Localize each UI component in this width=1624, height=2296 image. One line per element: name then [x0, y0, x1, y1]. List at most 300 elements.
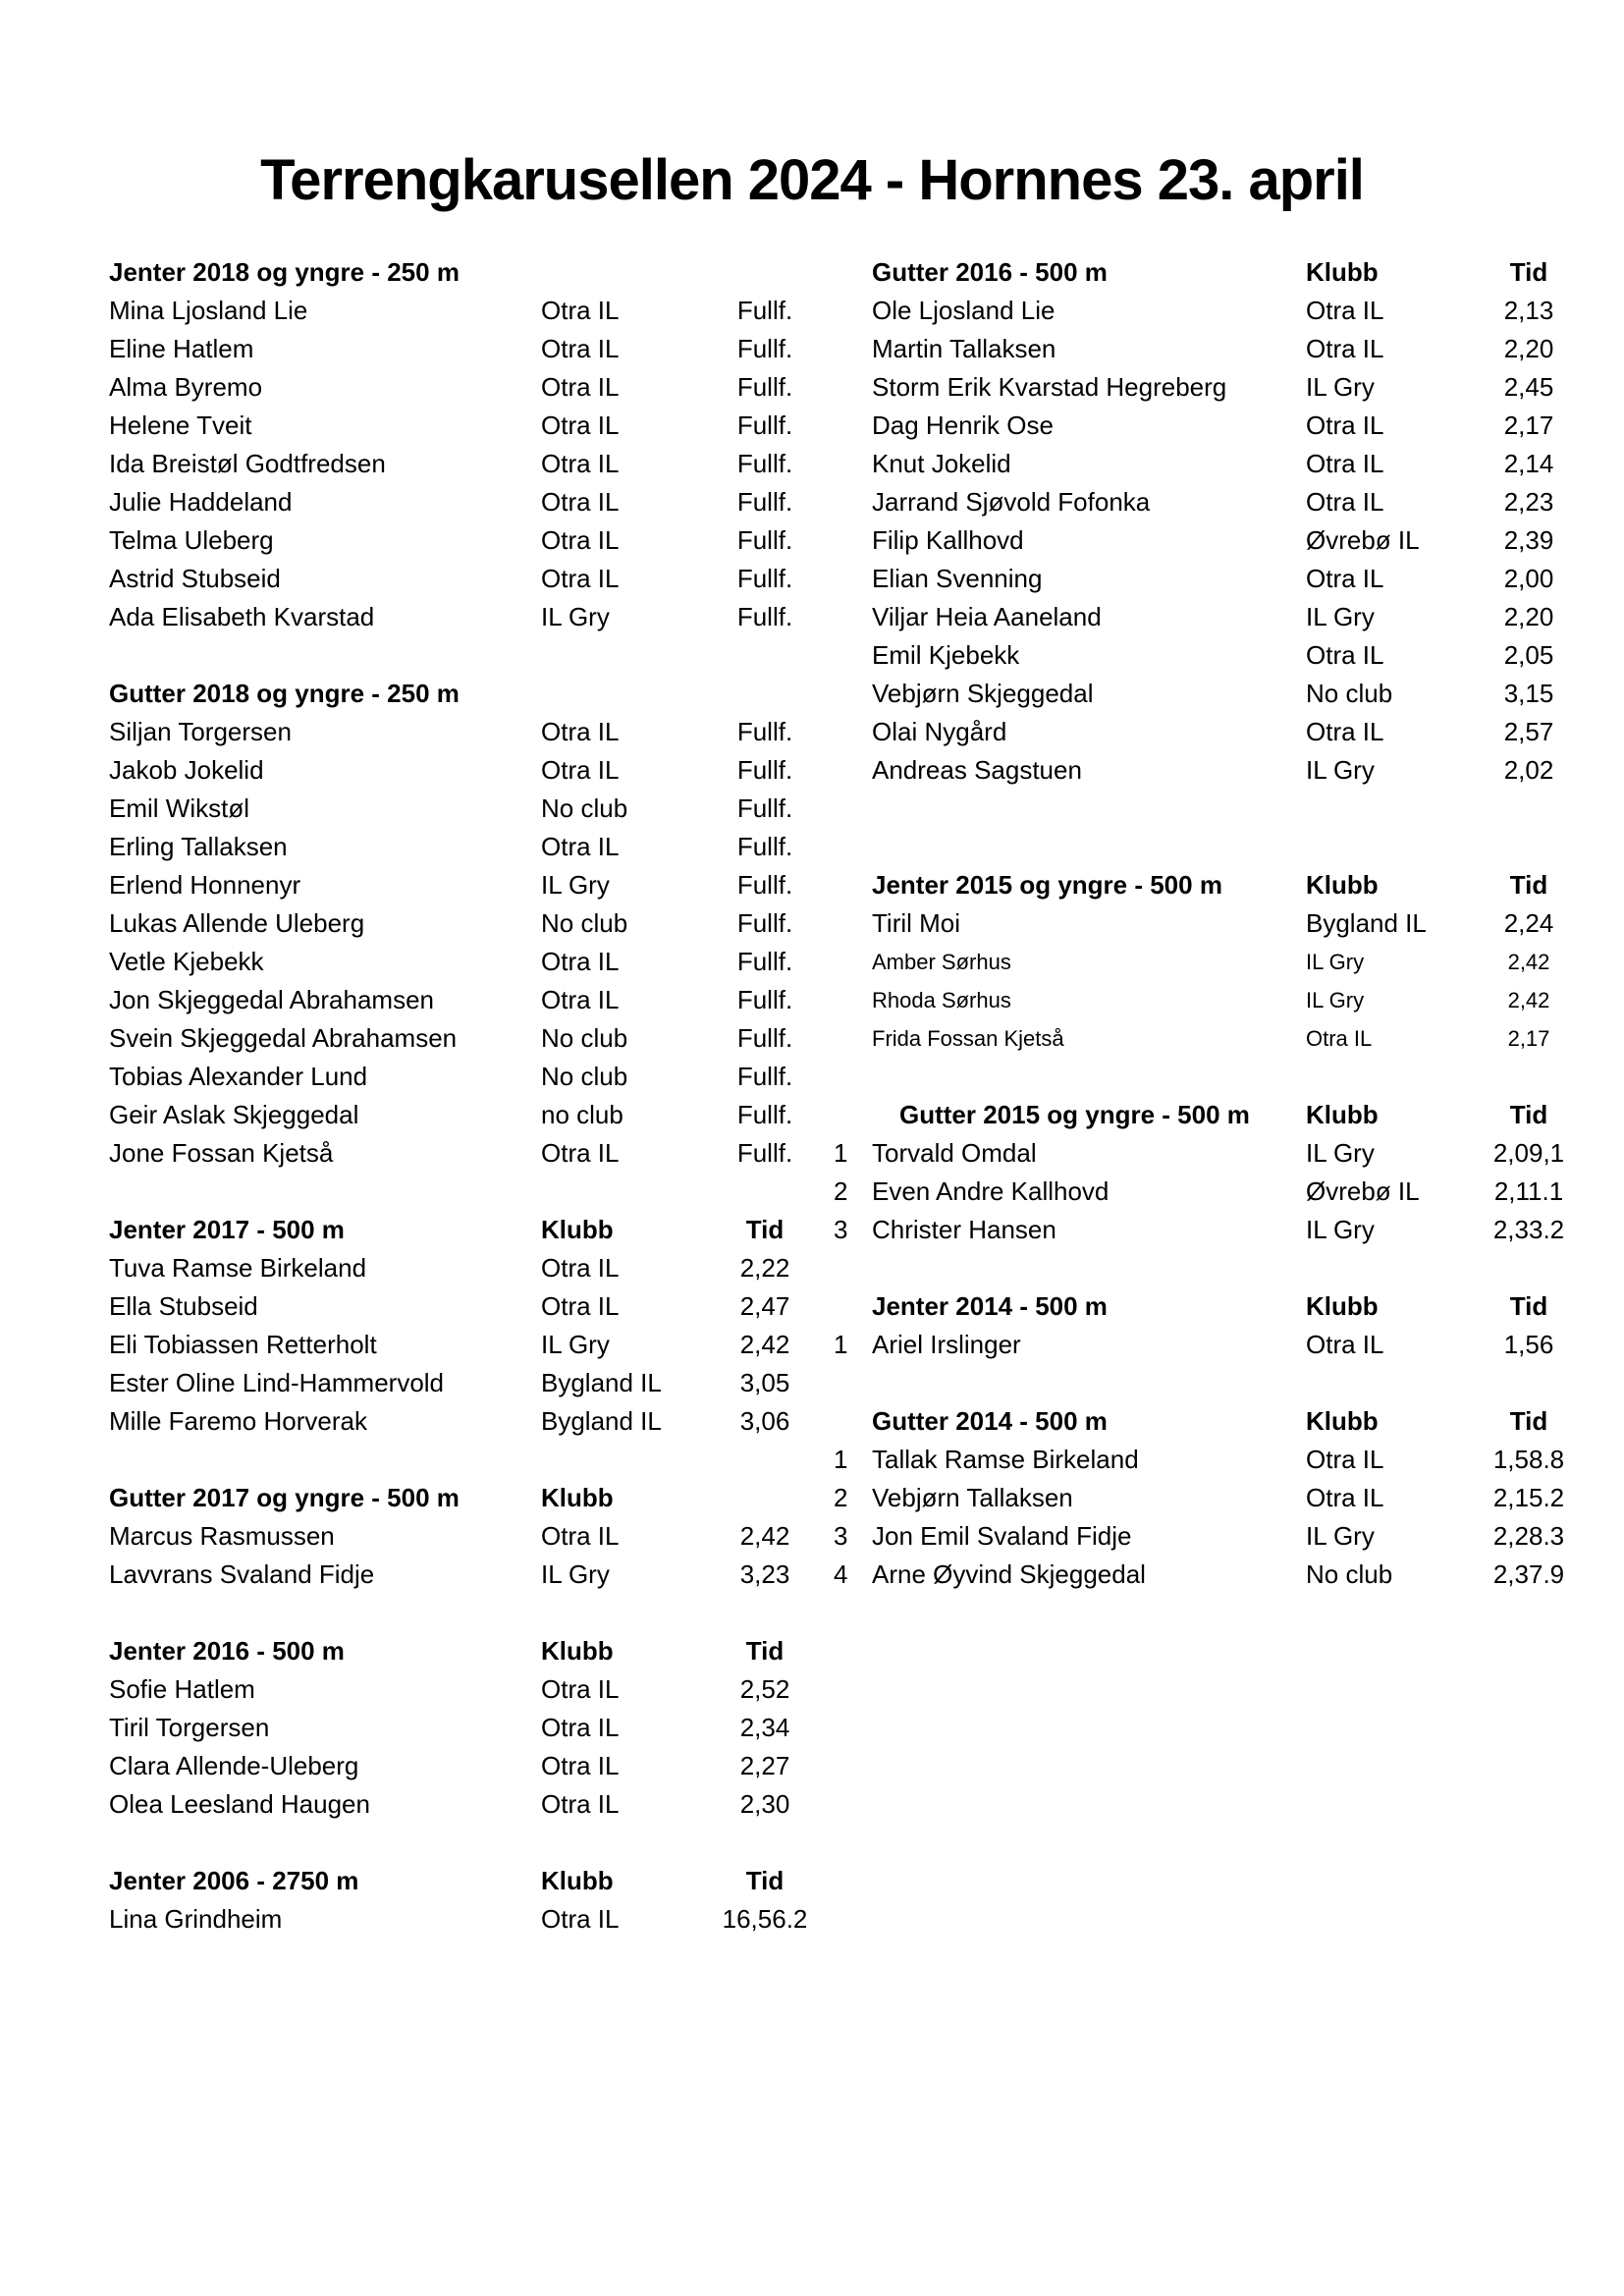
- runner-club: Otra IL: [541, 449, 620, 478]
- result-row: [109, 1326, 855, 1364]
- results-section: [834, 1402, 1614, 1594]
- result-row: [109, 790, 855, 828]
- column-header-klubb: Klubb: [1306, 1291, 1379, 1321]
- runner-name: Amber Sørhus: [872, 950, 1011, 974]
- runner-place: [834, 981, 872, 1019]
- runner-name: Ida Breistøl Godtfredsen: [109, 449, 386, 478]
- runner-name: Clara Allende-Uleberg: [109, 1751, 359, 1780]
- result-row: [834, 981, 1614, 1019]
- runner-place: [834, 636, 872, 675]
- runner-club: IL Gry: [541, 870, 610, 900]
- result-row: [834, 560, 1614, 598]
- runner-name: Elian Svenning: [872, 564, 1043, 593]
- runner-club: No club: [541, 908, 628, 938]
- result-row: [109, 1096, 855, 1134]
- result-row: [109, 981, 855, 1019]
- runner-place: [834, 407, 872, 445]
- runner-time: 2,42: [1507, 988, 1550, 1012]
- result-row: [834, 598, 1614, 636]
- runner-name: Knut Jokelid: [872, 449, 1011, 478]
- runner-club: Otra IL: [541, 717, 620, 746]
- results-section: [109, 1479, 855, 1594]
- result-row: [834, 1479, 1614, 1517]
- runner-place: [834, 598, 872, 636]
- runner-name: Olai Nygård: [872, 717, 1007, 746]
- result-row: [834, 1326, 1614, 1364]
- section-title: Gutter 2015 og yngre - 500 m: [899, 1100, 1250, 1129]
- runner-time: Fullf.: [736, 449, 793, 478]
- result-row: [834, 636, 1614, 675]
- results-column-left: [109, 253, 855, 1939]
- result-row: [109, 828, 855, 866]
- runner-time: 2,28.3: [1492, 1521, 1565, 1551]
- runner-club: IL Gry: [541, 1330, 610, 1359]
- section-title: Jenter 2006 - 2750 m: [109, 1866, 359, 1895]
- runner-time: Fullf.: [736, 947, 793, 976]
- result-row: [109, 330, 855, 368]
- result-row: [834, 751, 1614, 790]
- results-section: [109, 675, 855, 1173]
- results-section: [834, 1287, 1614, 1364]
- runner-place: [834, 292, 872, 330]
- result-row: [834, 407, 1614, 445]
- runner-time: 2,42: [1507, 950, 1550, 974]
- result-row: [109, 445, 855, 483]
- result-row: [834, 1441, 1614, 1479]
- section-title: Gutter 2017 og yngre - 500 m: [109, 1483, 460, 1512]
- runner-time: Fullf.: [736, 372, 793, 402]
- runner-club: Bygland IL: [541, 1406, 662, 1436]
- runner-time: 3,15: [1503, 679, 1554, 708]
- runner-name: Julie Haddeland: [109, 487, 293, 517]
- result-row: [834, 445, 1614, 483]
- runner-place: [834, 368, 872, 407]
- runner-time: 3,23: [739, 1559, 790, 1589]
- result-row: [109, 751, 855, 790]
- section-title: Jenter 2014 - 500 m: [872, 1291, 1108, 1321]
- runner-club: Otra IL: [541, 1674, 620, 1704]
- results-section: [834, 1096, 1614, 1249]
- runner-club: IL Gry: [1306, 1215, 1375, 1244]
- runner-name: Erling Tallaksen: [109, 832, 288, 861]
- runner-club: Øvrebø IL: [1306, 1176, 1420, 1206]
- runner-club: Otra IL: [1306, 410, 1384, 440]
- column-header-klubb: Klubb: [541, 1215, 614, 1244]
- runner-time: Fullf.: [736, 1023, 793, 1053]
- column-header-klubb: [541, 253, 683, 292]
- runner-time: 2,39: [1503, 525, 1554, 555]
- runner-club: Otra IL: [1306, 1483, 1384, 1512]
- runner-name: Ariel Irslinger: [872, 1330, 1021, 1359]
- column-header-tid: Tid: [1509, 1291, 1548, 1321]
- runner-time: 2,27: [739, 1751, 790, 1780]
- runner-time: 2,24: [1503, 908, 1554, 938]
- runner-club: Otra IL: [1306, 1026, 1373, 1051]
- section-title: Jenter 2017 - 500 m: [109, 1215, 345, 1244]
- results-section: [109, 1211, 855, 1441]
- runner-club: Otra IL: [1306, 717, 1384, 746]
- section-header-row: [109, 1632, 855, 1670]
- column-header-tid: Tid: [745, 1866, 785, 1895]
- result-row: [834, 1173, 1614, 1211]
- runner-club: No club: [541, 1023, 628, 1053]
- runner-club: Otra IL: [541, 372, 620, 402]
- results-section: [834, 866, 1614, 1058]
- column-header-tid: Tid: [745, 1636, 785, 1666]
- runner-place: [834, 675, 872, 713]
- results-section: [109, 1632, 855, 1824]
- runner-place: [834, 560, 872, 598]
- runner-name: Andreas Sagstuen: [872, 755, 1082, 785]
- runner-name: Vetle Kjebekk: [109, 947, 264, 976]
- runner-name: Marcus Rasmussen: [109, 1521, 335, 1551]
- runner-place: [834, 483, 872, 521]
- runner-club: IL Gry: [1306, 988, 1365, 1012]
- runner-place: [834, 1019, 872, 1058]
- result-row: [834, 1134, 1614, 1173]
- section-header-row: [834, 866, 1614, 904]
- runner-time: Fullf.: [736, 1138, 793, 1168]
- runner-time: 2,15.2: [1492, 1483, 1565, 1512]
- runner-club: Otra IL: [541, 1291, 620, 1321]
- runner-time: Fullf.: [736, 870, 793, 900]
- page-title: Terrengkarusellen 2024 - Hornnes 23. april: [260, 148, 1364, 212]
- runner-name: Mina Ljosland Lie: [109, 296, 308, 325]
- runner-club: IL Gry: [541, 1559, 610, 1589]
- runner-club: Otra IL: [1306, 334, 1384, 363]
- runner-name: Lina Grindheim: [109, 1904, 283, 1934]
- runner-name: Vebjørn Skjeggedal: [872, 679, 1094, 708]
- column-header-klubb: Klubb: [541, 1866, 614, 1895]
- runner-place: [834, 904, 872, 943]
- runner-time: Fullf.: [736, 1062, 793, 1091]
- runner-name: Ella Stubseid: [109, 1291, 258, 1321]
- runner-time: 2,17: [1507, 1026, 1550, 1051]
- runner-time: 2,13: [1503, 296, 1554, 325]
- runner-place: [834, 713, 872, 751]
- runner-time: 2,42: [739, 1521, 790, 1551]
- runner-club: no club: [541, 1100, 623, 1129]
- runner-name: Sofie Hatlem: [109, 1674, 255, 1704]
- section-header-row: [834, 253, 1614, 292]
- runner-name: Helene Tveit: [109, 410, 252, 440]
- runner-time: Fullf.: [736, 1100, 793, 1129]
- section-title: Jenter 2018 og yngre - 250 m: [109, 257, 460, 287]
- runner-club: Otra IL: [541, 487, 620, 517]
- runner-time: Fullf.: [736, 755, 793, 785]
- runner-club: Otra IL: [541, 1253, 620, 1283]
- runner-name: Eli Tobiassen Retterholt: [109, 1330, 377, 1359]
- result-row: [834, 713, 1614, 751]
- runner-club: Otra IL: [541, 985, 620, 1014]
- runner-club: No club: [541, 1062, 628, 1091]
- result-row: [109, 368, 855, 407]
- result-row: [109, 1556, 855, 1594]
- runner-name: Jakob Jokelid: [109, 755, 264, 785]
- results-column-right: [834, 253, 1614, 1594]
- runner-time: 3,05: [739, 1368, 790, 1397]
- runner-name: Astrid Stubseid: [109, 564, 281, 593]
- result-row: [109, 1517, 855, 1556]
- result-row: [109, 1670, 855, 1709]
- runner-club: Otra IL: [541, 947, 620, 976]
- result-row: [109, 407, 855, 445]
- runner-club: Otra IL: [541, 564, 620, 593]
- runner-time: 2,14: [1503, 449, 1554, 478]
- result-row: [109, 483, 855, 521]
- runner-name: Dag Henrik Ose: [872, 410, 1054, 440]
- runner-club: Otra IL: [541, 1521, 620, 1551]
- results-section: [109, 253, 855, 636]
- runner-name: Tobias Alexander Lund: [109, 1062, 368, 1091]
- runner-time: 2,20: [1503, 602, 1554, 631]
- result-row: [834, 330, 1614, 368]
- column-header-klubb: [541, 675, 683, 713]
- column-header-tid: Tid: [1509, 1100, 1548, 1129]
- runner-name: Jon Skjeggedal Abrahamsen: [109, 985, 435, 1014]
- runner-name: Torvald Omdal: [872, 1138, 1037, 1168]
- runner-name: Eline Hatlem: [109, 334, 254, 363]
- column-header-klubb: Klubb: [541, 1483, 614, 1512]
- result-row: [109, 292, 855, 330]
- runner-name: Siljan Torgersen: [109, 717, 292, 746]
- runner-name: Ester Oline Lind-Hammervold: [109, 1368, 445, 1397]
- runner-time: 1,58.8: [1492, 1445, 1565, 1474]
- results-section: [109, 1862, 855, 1939]
- runner-time: 2,17: [1503, 410, 1554, 440]
- runner-name: Tallak Ramse Birkeland: [872, 1445, 1139, 1474]
- runner-name: Tiril Torgersen: [109, 1713, 270, 1742]
- section-header-row: [109, 253, 855, 292]
- result-row: [109, 1364, 855, 1402]
- runner-name: Viljar Heia Aaneland: [872, 602, 1102, 631]
- runner-club: Bygland IL: [1306, 908, 1427, 938]
- result-row: [834, 943, 1614, 981]
- runner-place: 4: [834, 1559, 848, 1589]
- result-row: [109, 1709, 855, 1747]
- result-row: [834, 904, 1614, 943]
- runner-name: Emil Wikstøl: [109, 793, 249, 823]
- runner-club: Otra IL: [541, 410, 620, 440]
- result-row: [109, 904, 855, 943]
- result-row: [109, 521, 855, 560]
- result-row: [834, 1556, 1614, 1594]
- runner-time: 2,47: [739, 1291, 790, 1321]
- runner-place: 3: [834, 1521, 848, 1551]
- runner-club: Otra IL: [541, 296, 620, 325]
- runner-club: Otra IL: [541, 1904, 620, 1934]
- column-header-tid: Tid: [1509, 257, 1548, 287]
- runner-time: Fullf.: [736, 908, 793, 938]
- result-row: [834, 1019, 1614, 1058]
- runner-place: 1: [834, 1138, 848, 1168]
- runner-club: Otra IL: [1306, 449, 1384, 478]
- runner-name: Erlend Honnenyr: [109, 870, 301, 900]
- result-row: [834, 292, 1614, 330]
- runner-time: Fullf.: [736, 832, 793, 861]
- runner-place: [834, 521, 872, 560]
- runner-name: Ada Elisabeth Kvarstad: [109, 602, 375, 631]
- runner-time: 1,56: [1503, 1330, 1554, 1359]
- runner-time: 3,06: [739, 1406, 790, 1436]
- runner-time: 2,57: [1503, 717, 1554, 746]
- result-row: [834, 1517, 1614, 1556]
- section-title: Gutter 2014 - 500 m: [872, 1406, 1108, 1436]
- runner-club: Otra IL: [541, 1751, 620, 1780]
- runner-time: Fullf.: [736, 410, 793, 440]
- runner-club: Otra IL: [1306, 640, 1384, 670]
- result-row: [109, 598, 855, 636]
- runner-time: 2,33.2: [1492, 1215, 1565, 1244]
- runner-name: Rhoda Sørhus: [872, 988, 1011, 1012]
- column-header-klubb: Klubb: [1306, 870, 1379, 900]
- result-row: [109, 866, 855, 904]
- result-row: [834, 675, 1614, 713]
- runner-club: IL Gry: [1306, 755, 1375, 785]
- runner-name: Filip Kallhovd: [872, 525, 1024, 555]
- runner-name: Telma Uleberg: [109, 525, 274, 555]
- runner-club: Otra IL: [541, 755, 620, 785]
- runner-name: Christer Hansen: [872, 1215, 1056, 1244]
- column-header-tid: [683, 1479, 846, 1517]
- runner-place: 3: [834, 1215, 848, 1244]
- runner-time: 2,02: [1503, 755, 1554, 785]
- result-row: [109, 1019, 855, 1058]
- runner-name: Jon Emil Svaland Fidje: [872, 1521, 1132, 1551]
- runner-time: 2,11.1: [1493, 1176, 1564, 1206]
- runner-club: IL Gry: [1306, 950, 1365, 974]
- runner-name: Lavvrans Svaland Fidje: [109, 1559, 375, 1589]
- section-title: Jenter 2015 og yngre - 500 m: [872, 870, 1222, 900]
- runner-club: Otra IL: [541, 1713, 620, 1742]
- runner-name: Emil Kjebekk: [872, 640, 1020, 670]
- runner-name: Even Andre Kallhovd: [872, 1176, 1110, 1206]
- runner-club: Otra IL: [1306, 1445, 1384, 1474]
- result-row: [109, 1402, 855, 1441]
- result-row: [109, 713, 855, 751]
- runner-club: Otra IL: [541, 525, 620, 555]
- section-header-row: [109, 675, 855, 713]
- runner-place: [834, 943, 872, 981]
- runner-place: [834, 330, 872, 368]
- runner-club: No club: [1306, 1559, 1393, 1589]
- column-header-klubb: Klubb: [541, 1636, 614, 1666]
- runner-time: 2,05: [1503, 640, 1554, 670]
- runner-name: Mille Faremo Horverak: [109, 1406, 367, 1436]
- runner-time: 2,52: [739, 1674, 790, 1704]
- runner-place: 2: [834, 1483, 848, 1512]
- runner-time: 2,00: [1503, 564, 1554, 593]
- runner-time: 2,42: [739, 1330, 790, 1359]
- section-header-row: [834, 1402, 1614, 1441]
- column-header-tid: Tid: [1509, 870, 1548, 900]
- runner-place: 2: [834, 1176, 848, 1206]
- result-row: [109, 943, 855, 981]
- column-header-tid: [683, 253, 846, 292]
- runner-club: IL Gry: [541, 602, 610, 631]
- column-header-klubb: Klubb: [1306, 257, 1379, 287]
- runner-club: Otra IL: [541, 1138, 620, 1168]
- result-row: [109, 1134, 855, 1173]
- section-title: Jenter 2016 - 500 m: [109, 1636, 345, 1666]
- column-header-klubb: Klubb: [1306, 1100, 1379, 1129]
- runner-club: Otra IL: [541, 334, 620, 363]
- runner-name: Olea Leesland Haugen: [109, 1789, 370, 1819]
- runner-name: Storm Erik Kvarstad Hegreberg: [872, 372, 1227, 402]
- column-header-tid: [683, 675, 846, 713]
- runner-time: 2,20: [1503, 334, 1554, 363]
- runner-club: Otra IL: [1306, 564, 1384, 593]
- runner-name: Tiril Moi: [872, 908, 961, 938]
- result-row: [109, 560, 855, 598]
- result-row: [109, 1249, 855, 1287]
- runner-club: Otra IL: [541, 832, 620, 861]
- runner-time: 2,23: [1503, 487, 1554, 517]
- section-header-row: [109, 1211, 855, 1249]
- runner-club: Otra IL: [1306, 296, 1384, 325]
- runner-place: 1: [834, 1330, 848, 1359]
- runner-name: Lukas Allende Uleberg: [109, 908, 365, 938]
- column-header-tid: Tid: [1509, 1406, 1548, 1436]
- section-header-row: [834, 1096, 1614, 1134]
- result-row: [834, 521, 1614, 560]
- section-header-row: [109, 1479, 855, 1517]
- runner-time: Fullf.: [736, 334, 793, 363]
- runner-time: 16,56.2: [722, 1904, 808, 1934]
- runner-name: Jone Fossan Kjetså: [109, 1138, 334, 1168]
- runner-club: Otra IL: [1306, 1330, 1384, 1359]
- runner-club: Bygland IL: [541, 1368, 662, 1397]
- result-row: [109, 1287, 855, 1326]
- runner-time: 2,34: [739, 1713, 790, 1742]
- runner-club: Otra IL: [541, 1789, 620, 1819]
- section-header-row: [834, 1287, 1614, 1326]
- result-row: [109, 1747, 855, 1785]
- column-header-tid: Tid: [745, 1215, 785, 1244]
- runner-place: 1: [834, 1445, 848, 1474]
- runner-name: Jarrand Sjøvold Fofonka: [872, 487, 1151, 517]
- runner-time: Fullf.: [736, 602, 793, 631]
- column-header-klubb: Klubb: [1306, 1406, 1379, 1436]
- section-title: Gutter 2018 og yngre - 250 m: [109, 679, 460, 708]
- runner-name: Alma Byremo: [109, 372, 263, 402]
- runner-time: Fullf.: [736, 296, 793, 325]
- runner-club: IL Gry: [1306, 602, 1375, 631]
- results-section: [834, 253, 1614, 790]
- runner-name: Martin Tallaksen: [872, 334, 1056, 363]
- runner-name: Geir Aslak Skjeggedal: [109, 1100, 359, 1129]
- section-header-row: [109, 1862, 855, 1900]
- runner-name: Arne Øyvind Skjeggedal: [872, 1559, 1146, 1589]
- runner-name: Vebjørn Tallaksen: [872, 1483, 1073, 1512]
- result-row: [109, 1900, 855, 1939]
- runner-club: Øvrebø IL: [1306, 525, 1420, 555]
- runner-time: Fullf.: [736, 793, 793, 823]
- runner-time: 2,09,1: [1492, 1138, 1565, 1168]
- result-row: [834, 483, 1614, 521]
- runner-club: Otra IL: [1306, 487, 1384, 517]
- runner-place: [834, 445, 872, 483]
- runner-time: Fullf.: [736, 525, 793, 555]
- runner-time: Fullf.: [736, 985, 793, 1014]
- result-row: [834, 368, 1614, 407]
- runner-name: Ole Ljosland Lie: [872, 296, 1056, 325]
- runner-club: IL Gry: [1306, 372, 1375, 402]
- result-row: [109, 1058, 855, 1096]
- runner-time: Fullf.: [736, 487, 793, 517]
- result-row: [834, 1211, 1614, 1249]
- section-title: Gutter 2016 - 500 m: [872, 257, 1108, 287]
